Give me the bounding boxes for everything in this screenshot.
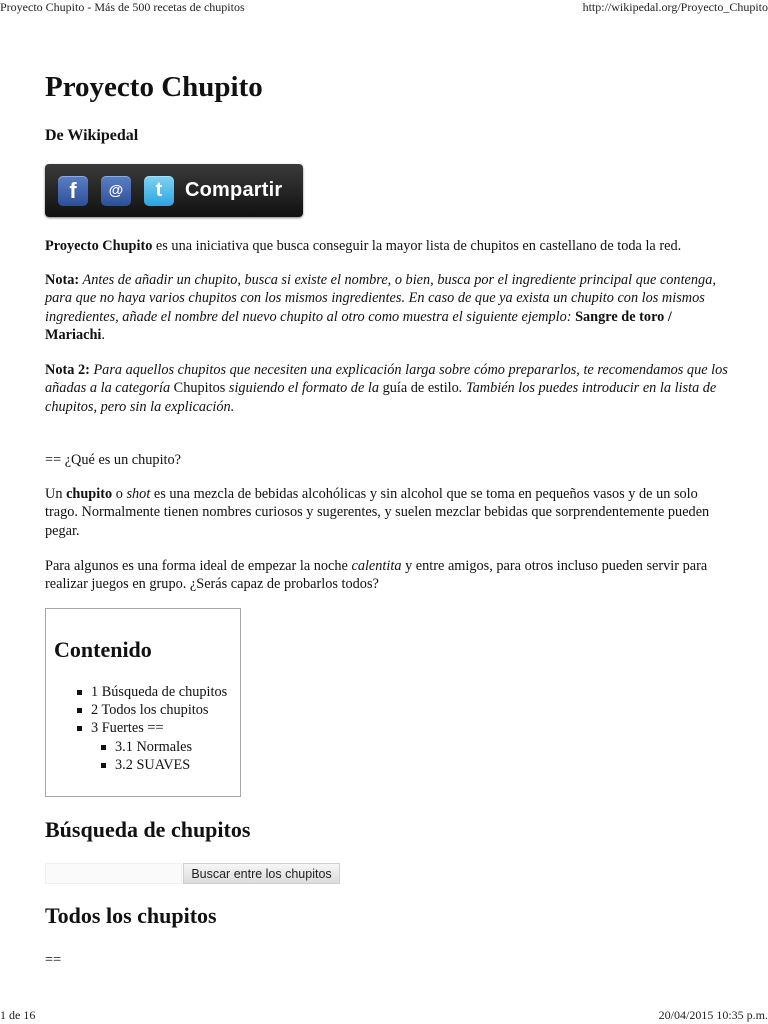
print-datetime: 20/04/2015 10:35 p.m. [658,1008,768,1022]
category-link[interactable]: Chupitos [170,380,226,397]
nota2-text-1: Para aquellos chupitos que necesiten una explicación larga sobre cómo prepararlos, te recomendamos que los añadas a la categoría [45,362,728,397]
usage-italic: calentita [351,558,402,574]
share-label[interactable]: Compartir [185,179,283,201]
search-heading: Búsqueda de chupitos [45,817,251,842]
intro-paragraph [45,237,730,255]
def-text-e: es una mezcla de bebidas alcohólicas y sin alcohol que se toma en pequeños vasos y de un solo trago. Normalmente tienen nombres curiosos y sugerentes, y suelen mezclar bebidas que sorprendentemente pueden pegar. [45,486,710,539]
def-text-a: Un [45,486,67,502]
usage-paragraph [45,557,730,594]
usage-text-c: y entre amigos, para otros incluso pueden servir para realizar juegos en grupo. ¿Serás capaz de probarlos todos? [45,558,708,593]
intro-text: es una iniciativa que busca conseguir la mayor lista de chupitos en castellano de toda la red. [152,238,682,254]
def-italic: shot [126,486,151,502]
toc-title: Contenido [54,637,152,662]
facebook-icon[interactable]: f [58,176,88,206]
page-subtitle: De Wikipedal [45,127,139,144]
share-bar[interactable] [45,164,303,217]
nota1-text: Antes de añadir un chupito, busca si existe el nombre, o bien, busca por el ingrediente principal que contenga, para que no haya varios chupitos con los mismos ingredientes. En caso de que ya exista un chupito con los mismos ingredientes, añade el nombre del nuevo chupito al otro como muestra el siguiente ejemplo: [45,272,716,325]
print-header-title: Proyecto Chupito - Más de 500 recetas de chupitos [0,0,245,14]
twitter-icon[interactable]: t [144,176,174,206]
print-header-url: http://wikipedal.org/Proyecto_Chupito [582,0,768,14]
search-input[interactable] [45,863,182,884]
nota1-end: . [101,326,105,343]
nota2-text-2: siguiendo el formato de la [225,380,379,397]
nota2-label: Nota 2: [45,362,90,378]
search-button[interactable]: Buscar entre los chupitos [183,863,340,884]
trailing-markup: == [45,952,62,968]
toc-item-normales[interactable]: 3.1 Normales [101,738,227,756]
definition-paragraph [45,485,730,540]
search-form [45,863,340,884]
nota1-paragraph [45,271,730,344]
nota1-label: Nota: [45,272,80,288]
nota1-example: Sangre de toro / Mariachi [45,308,672,343]
table-of-contents [45,608,241,797]
page-counter: 1 de 16 [0,1008,36,1022]
toc-sublist [77,738,227,774]
all-shots-heading: Todos los chupitos [45,903,217,928]
intro-bold: Proyecto Chupito [45,238,153,254]
toc-item-busqueda[interactable]: 1 Búsqueda de chupitos [77,683,227,701]
print-header [0,0,768,14]
toc-list [77,683,227,774]
page-title: Proyecto Chupito [45,71,263,103]
toc-item-suaves[interactable]: 3.2 SUAVES [101,756,227,774]
style-guide-link[interactable]: guía de estilo [379,380,459,397]
nota2-paragraph [45,361,730,416]
usage-text-a: Para algunos es una forma ideal de empezar la noche [45,558,352,574]
email-icon[interactable]: @ [101,176,131,206]
question-line: == ¿Qué es un chupito? [45,452,182,468]
nota2-text-3: . También los puedes introducir en la lista de chupitos, pero sin la explicación. [45,380,717,415]
toc-item-fuertes[interactable]: 3 Fuertes == [77,719,227,737]
def-bold: chupito [66,486,113,502]
print-footer [0,1008,768,1022]
def-text-c: o [112,486,127,502]
toc-item-todos[interactable]: 2 Todos los chupitos [77,701,227,719]
